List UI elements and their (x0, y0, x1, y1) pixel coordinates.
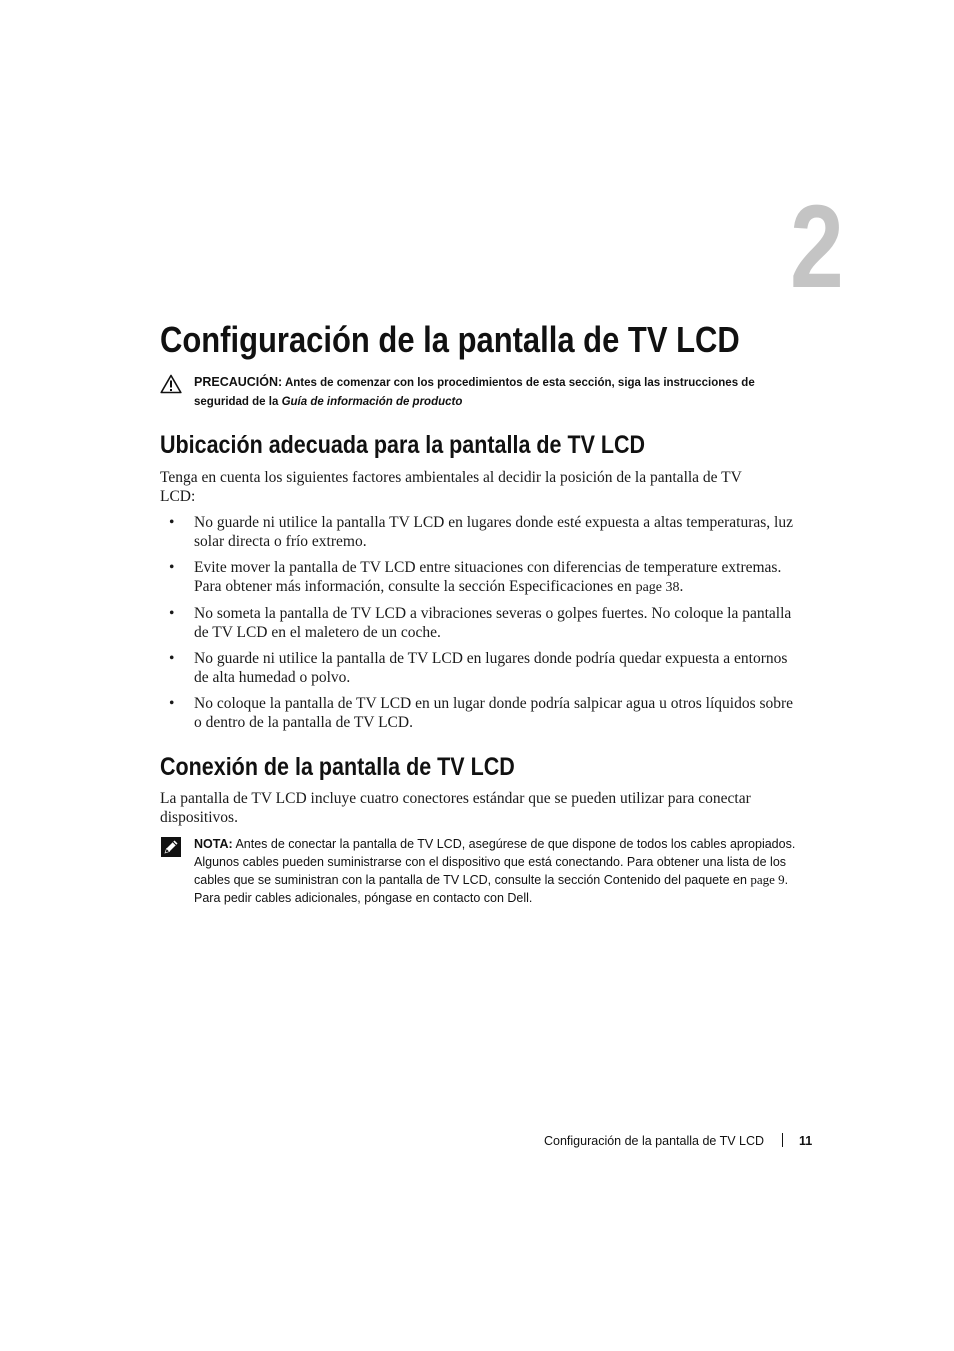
list-item-text: Evite mover la pantalla de TV LCD entre situaciones con diferencias de temperature extremas. Para obtener más información, consulte la sección Especificaciones en (194, 559, 782, 595)
caution-notice (160, 374, 800, 411)
caution-label: PRECAUCIÓN: (194, 375, 283, 389)
list-item-text: No guarde ni utilice la pantalla TV LCD en lugares donde esté expuesta a altas temperaturas, luz solar directa o frío extremo. (194, 514, 793, 550)
page-reference-link[interactable]: page 9 (750, 872, 785, 887)
caution-guide-title: Guía de información de producto (281, 395, 463, 408)
section-title-connection: Conexión de la pantalla de TV LCD (160, 753, 515, 781)
list-item-text: No someta la pantalla de TV LCD a vibraciones severas o golpes fuertes. No coloque la pantalla de TV LCD en el maletero de un coche. (194, 605, 792, 641)
bullet-icon: • (169, 695, 175, 712)
bullet-icon: • (169, 650, 175, 667)
page-number: 11 (799, 1134, 813, 1148)
bullet-icon: • (169, 605, 175, 622)
list-item (160, 694, 800, 732)
footer-chapter-title: Configuración de la pantalla de TV LCD (544, 1134, 765, 1148)
placement-factors-list (160, 513, 800, 739)
page-reference-link[interactable]: page 38 (635, 580, 680, 595)
pencil-note-icon (160, 836, 182, 864)
list-item (160, 558, 800, 597)
chapter-number: 2 (790, 181, 844, 313)
list-item (160, 513, 800, 551)
note-notice (160, 836, 800, 907)
list-item-text-end: . (679, 578, 684, 595)
bullet-icon: • (169, 514, 175, 531)
list-item (160, 604, 800, 642)
warning-triangle-icon (160, 374, 182, 400)
note-text: Antes de conectar la pantalla de TV LCD, asegúrese de que dispone de todos los cables apropiados. Algunos cables pueden suministrarse con el dispositivo que está conectando. Para obtener una lista de los cables que se suministran con la pantalla de TV LCD, consulte la sección Contenido del paquete en (194, 837, 796, 887)
note-text-end: . Para pedir cables adicionales, póngase en contacto con Dell. (194, 873, 789, 905)
caution-text: Antes de comenzar con los procedimientos de esta sección, siga las instrucciones de seguridad de la (194, 377, 755, 408)
page-footer (544, 1132, 824, 1150)
note-label: NOTA: (194, 837, 233, 851)
list-item-text: No coloque la pantalla de TV LCD en un lugar donde podría salpicar agua u otros líquidos sobre o dentro de la pantalla de TV LCD. (194, 695, 794, 731)
section-placement-intro: Tenga en cuenta los siguientes factores ambientales al decidir la posición de la pantalla de TV LCD: (160, 469, 742, 505)
footer-divider (782, 1133, 783, 1147)
chapter-title: Configuración de la pantalla de TV LCD (160, 319, 740, 360)
list-item-text: No guarde ni utilice la pantalla de TV LCD en lugares donde podría quedar expuesta a entornos de alta humedad o polvo. (194, 650, 788, 686)
bullet-icon: • (169, 559, 175, 576)
list-item (160, 649, 800, 687)
section-connection-intro: La pantalla de TV LCD incluye cuatro conectores estándar que se pueden utilizar para conectar dispositivos. (160, 790, 751, 826)
section-title-placement: Ubicación adecuada para la pantalla de TV LCD (160, 431, 646, 459)
